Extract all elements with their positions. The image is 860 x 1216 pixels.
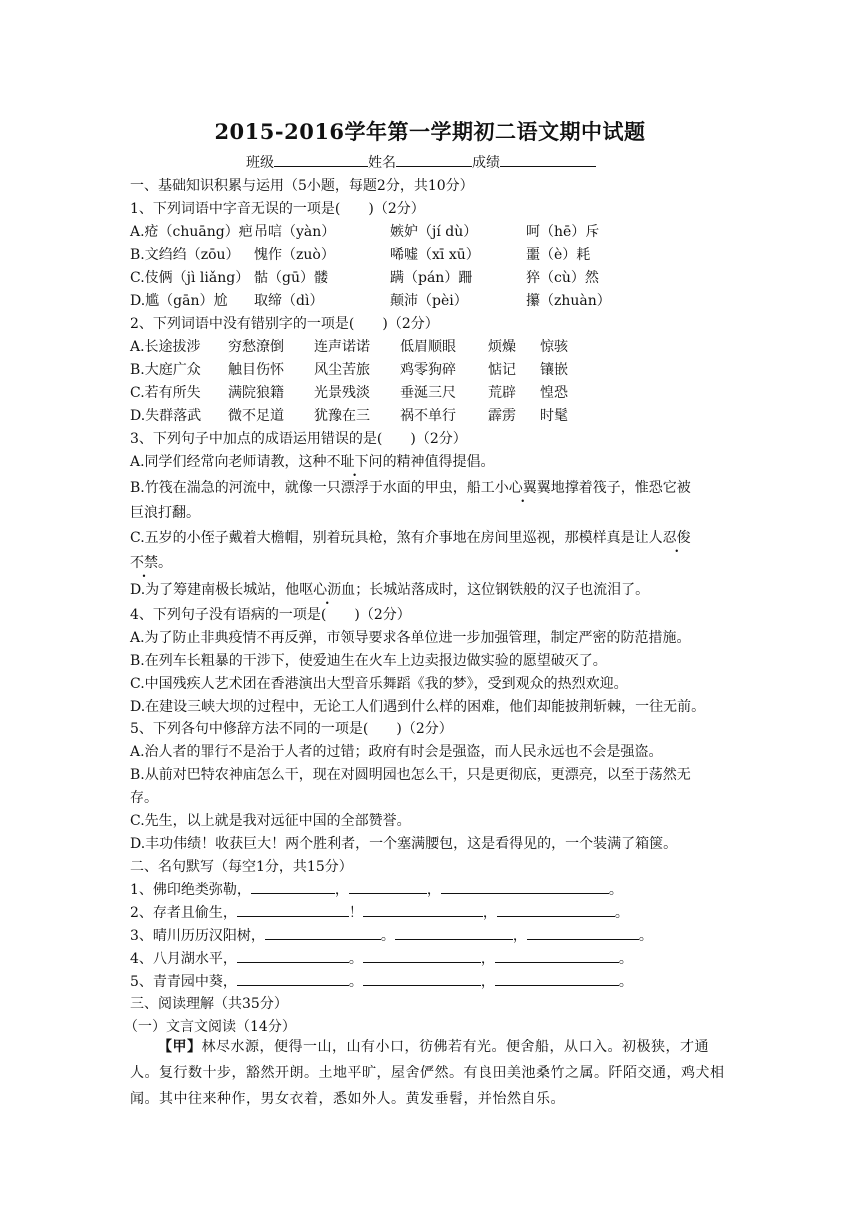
answer-blank[interactable]: [363, 902, 483, 917]
section-2-heading: 二、名句默写（每空1分，共15分）: [130, 859, 353, 875]
class-blank[interactable]: [274, 152, 368, 167]
poem-line-3: 3、晴川历历汉阳树， 。 ， 。: [130, 925, 653, 946]
q3-stem: 3、下列句子中加点的成语运用错误的是( )（2分）: [130, 431, 467, 447]
name-blank[interactable]: [396, 152, 472, 167]
answer-blank[interactable]: [363, 948, 481, 963]
q5-option-b-cont: 存。: [130, 790, 158, 806]
q4-stem: 4、下列句子没有语病的一项是( )（2分）: [130, 607, 411, 623]
q4-option-c: C.中国残疾人艺术团在香港演出大型音乐舞蹈《我的梦》，受到观众的热烈欢迎。: [130, 676, 628, 692]
section-1-heading: 一、基础知识积累与运用（5小题，每题2分，共10分）: [130, 178, 474, 194]
q3-option-b-cont: 巨浪打翻。: [130, 505, 200, 521]
answer-blank[interactable]: [395, 925, 513, 940]
q4-option-b: B.在列车长粗暴的干涉下，使爱迪生在火车上边卖报边做实验的愿望破灭了。: [130, 653, 607, 669]
answer-blank[interactable]: [363, 971, 481, 986]
answer-blank[interactable]: [495, 948, 619, 963]
poem-line-2: 2、存者且偷生， ！ ， 。: [130, 902, 629, 923]
answer-blank[interactable]: [237, 948, 349, 963]
q1-stem: 1、下列词语中字音无误的一项是( )（2分）: [130, 201, 425, 217]
answer-blank[interactable]: [251, 879, 335, 894]
answer-blank[interactable]: [497, 902, 615, 917]
score-label: 成绩: [472, 155, 500, 171]
answer-blank[interactable]: [441, 879, 609, 894]
poem-line-1: 1、佛印绝类弥勒， ， ， 。: [130, 879, 623, 900]
answer-blank[interactable]: [265, 925, 381, 940]
q3-option-c-cont: 不禁。: [130, 555, 172, 571]
answer-blank[interactable]: [237, 971, 349, 986]
answer-blank[interactable]: [527, 925, 639, 940]
q5-option-c: C.先生，以上就是我对远征中国的全部赞誉。: [130, 813, 411, 829]
q1-option-b: B.文绉绉（zōu） 愧作（zuò） 唏嘘（xī xū） 噩（è）耗: [130, 247, 591, 263]
q1-option-d: D.尴（gān）尬 取缔（dì） 颠沛（pèi） 攥（zhuàn）: [130, 293, 611, 309]
q3-option-c: C.五岁的小侄子戴着大檐帽，别着玩具枪，煞有介事地在房间里巡视，那模样真是让人忍俊: [130, 530, 691, 546]
q1-option-a: A.疮（chuāng）疤吊唁（yàn） 嫉妒（jí dù） 呵（hē）斥: [130, 224, 600, 240]
passage-text: 林尽水源，便得一山，山有小口，彷佛若有光。便舍船，从口入。初极狭，才通人。复行数十步，豁然开朗。土地平旷，屋舍俨然。有良田美池桑竹之属。阡陌交通，鸡犬相闻。其中往来种作，男女衣着，悉如外人。黄发垂髫，并怡然自乐。: [130, 1039, 725, 1107]
poem-line-4: 4、八月湖水平， 。 ， 。: [130, 948, 633, 969]
section-3-heading: 三、阅读理解（共35分）: [130, 996, 288, 1012]
q2-option-c: C.若有所失 满院狼籍 光景残淡 垂涎三尺 荒辟 惶恐: [130, 385, 568, 401]
subsection-classical-heading: （一）文言文阅读（14分）: [124, 1019, 296, 1035]
dotted-idiom: 不禁: [130, 555, 158, 571]
q5-option-b: B.从前对巴特农神庙怎么干，现在对圆明园也怎么干，只是更彻底，更漂亮，以至于荡然无: [130, 767, 691, 783]
q4-option-d: D.在建设三峡大坝的过程中，无论工人们遇到什么样的困难，他们却能披荆斩棘，一往无前。: [130, 699, 706, 715]
student-info-line: [246, 152, 596, 173]
poem-line-5: 5、青青园中葵， 。 ， 。: [130, 971, 633, 992]
answer-blank[interactable]: [237, 902, 349, 917]
q2-option-b: B.大庭广众 触目伤怀 风尘苦旅 鸡零狗碎 惦记 镶嵌: [130, 362, 568, 378]
dotted-idiom: 不耻下问: [326, 454, 383, 470]
classical-passage-jia: [130, 1034, 730, 1112]
q4-option-a: A.为了防止非典疫情不再反弹，市领导要求各单位进一步加强管理，制定严密的防范措施。: [130, 630, 691, 646]
class-label: 班级: [246, 155, 274, 171]
q1-option-c: C.伎俩（jì liǎng） 骷（gū）髅 蹒（pán）跚 猝（cù）然: [130, 270, 599, 286]
dotted-idiom: 呕心沥血: [299, 582, 356, 598]
q2-option-d: D.失群落武 微不足道 犹豫在三 祸不单行 霹雳 时髦: [130, 408, 568, 424]
q3-option-a: A.同学们经常向老师请教，这种不耻下问的精神值得提倡。: [130, 454, 495, 470]
q5-stem: 5、下列各句中修辞方法不同的一项是( )（2分）: [130, 721, 453, 737]
q5-option-d: D.丰功伟绩！收获巨大！两个胜利者，一个塞满腰包，这是看得见的，一个装满了箱箧。: [130, 836, 678, 852]
dotted-idiom: 忍俊: [662, 530, 691, 546]
q3-option-d: D.为了筹建南极长城站，他呕心沥血；长城站落成时，这位钢铁般的汉子也流泪了。: [130, 582, 650, 598]
q5-option-a: A.治人者的罪行不是治于人者的过错；政府有时会是强盗，而人民永远也不会是强盗。: [130, 744, 663, 760]
answer-blank[interactable]: [495, 971, 619, 986]
q2-option-a: A.长途拔涉 穷愁潦倒 连声诺诺 低眉顺眼 烦燥 惊骇: [130, 339, 568, 355]
page-title: 2015-2016学年第一学期初二语文期中试题: [214, 119, 646, 144]
passage-label: 【甲】: [158, 1039, 202, 1055]
q3-option-b: B.竹筏在湍急的河流中，就像一只漂浮于水面的甲虫，船工小心翼翼地撑着筏子，惟恐它被: [130, 480, 691, 496]
score-blank[interactable]: [500, 152, 596, 167]
name-label: 姓名: [368, 155, 396, 171]
dotted-idiom: 小心翼翼: [494, 480, 551, 496]
answer-blank[interactable]: [349, 879, 427, 894]
q2-stem: 2、下列词语中没有错别字的一项是( )（2分）: [130, 316, 439, 332]
